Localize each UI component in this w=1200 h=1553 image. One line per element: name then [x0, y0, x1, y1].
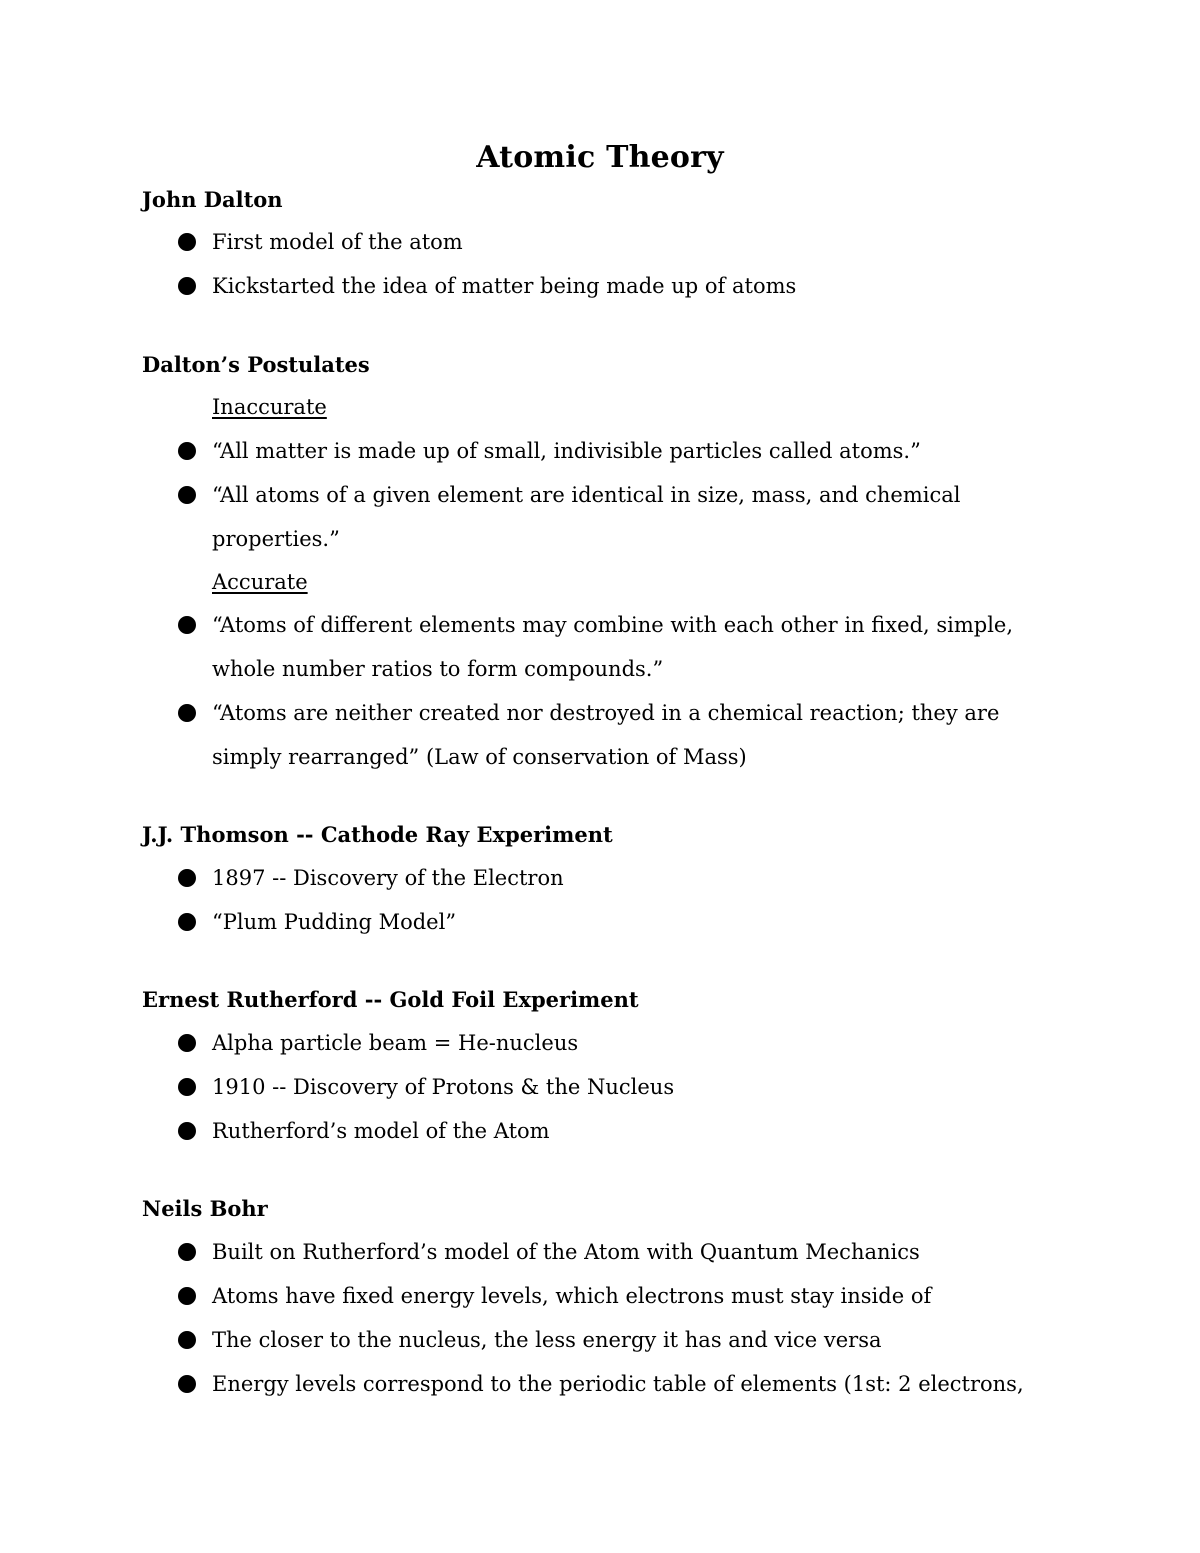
- list-item: 1910 -- Discovery of Protons & the Nucleus: [176, 1065, 1056, 1109]
- bullet-icon: [178, 486, 196, 504]
- list-item: The closer to the nucleus, the less energy it has and vice versa: [176, 1318, 1056, 1362]
- list-item: Built on Rutherford’s model of the Atom with Quantum Mechanics: [176, 1230, 1056, 1274]
- section-heading-rutherford: Ernest Rutherford -- Gold Foil Experiment: [142, 987, 639, 1012]
- bullet-icon: [178, 277, 196, 295]
- list-item: Energy levels correspond to the periodic table of elements (1st: 2 electrons,: [176, 1362, 1056, 1406]
- list-item: Kickstarted the idea of matter being made up of atoms: [176, 264, 1056, 308]
- bullet-icon: [178, 913, 196, 931]
- section-heading-bohr: Neils Bohr: [142, 1196, 268, 1221]
- bullet-icon: [178, 1243, 196, 1261]
- list-item: “All atoms of a given element are identical in size, mass, and chemical properties.”: [176, 473, 976, 561]
- bullet-icon: [178, 1331, 196, 1349]
- list-item: “Atoms are neither created nor destroyed in a chemical reaction; they are simply rearranged” (Law of conservation of Mass): [176, 691, 1016, 779]
- bullet-icon: [178, 1078, 196, 1096]
- section-heading-john-dalton: John Dalton: [142, 187, 283, 212]
- list-item: Alpha particle beam = He-nucleus: [176, 1021, 1056, 1065]
- list-item: “Plum Pudding Model”: [176, 900, 1056, 944]
- section-heading-daltons-postulates: Dalton’s Postulates: [142, 352, 370, 377]
- section-heading-thomson: J.J. Thomson -- Cathode Ray Experiment: [142, 822, 613, 847]
- bullet-icon: [178, 1375, 196, 1393]
- bullet-icon: [178, 442, 196, 460]
- subheading-inaccurate: Inaccurate: [212, 395, 327, 419]
- bullet-icon: [178, 1034, 196, 1052]
- list-item: 1897 -- Discovery of the Electron: [176, 856, 1056, 900]
- bullet-icon: [178, 1122, 196, 1140]
- bullet-icon: [178, 616, 196, 634]
- list-item: “All matter is made up of small, indivisible particles called atoms.”: [176, 429, 1056, 473]
- document-title: Atomic Theory: [476, 140, 724, 175]
- bullet-icon: [178, 1287, 196, 1305]
- list-item: “Atoms of different elements may combine with each other in fixed, simple, whole number ratios to form compounds.”: [176, 603, 1056, 691]
- subheading-accurate: Accurate: [212, 570, 308, 594]
- bullet-icon: [178, 704, 196, 722]
- bullet-icon: [178, 233, 196, 251]
- list-item: Atoms have fixed energy levels, which electrons must stay inside of: [176, 1274, 1056, 1318]
- list-item: Rutherford’s model of the Atom: [176, 1109, 1056, 1153]
- bullet-icon: [178, 869, 196, 887]
- list-item: First model of the atom: [176, 220, 1056, 264]
